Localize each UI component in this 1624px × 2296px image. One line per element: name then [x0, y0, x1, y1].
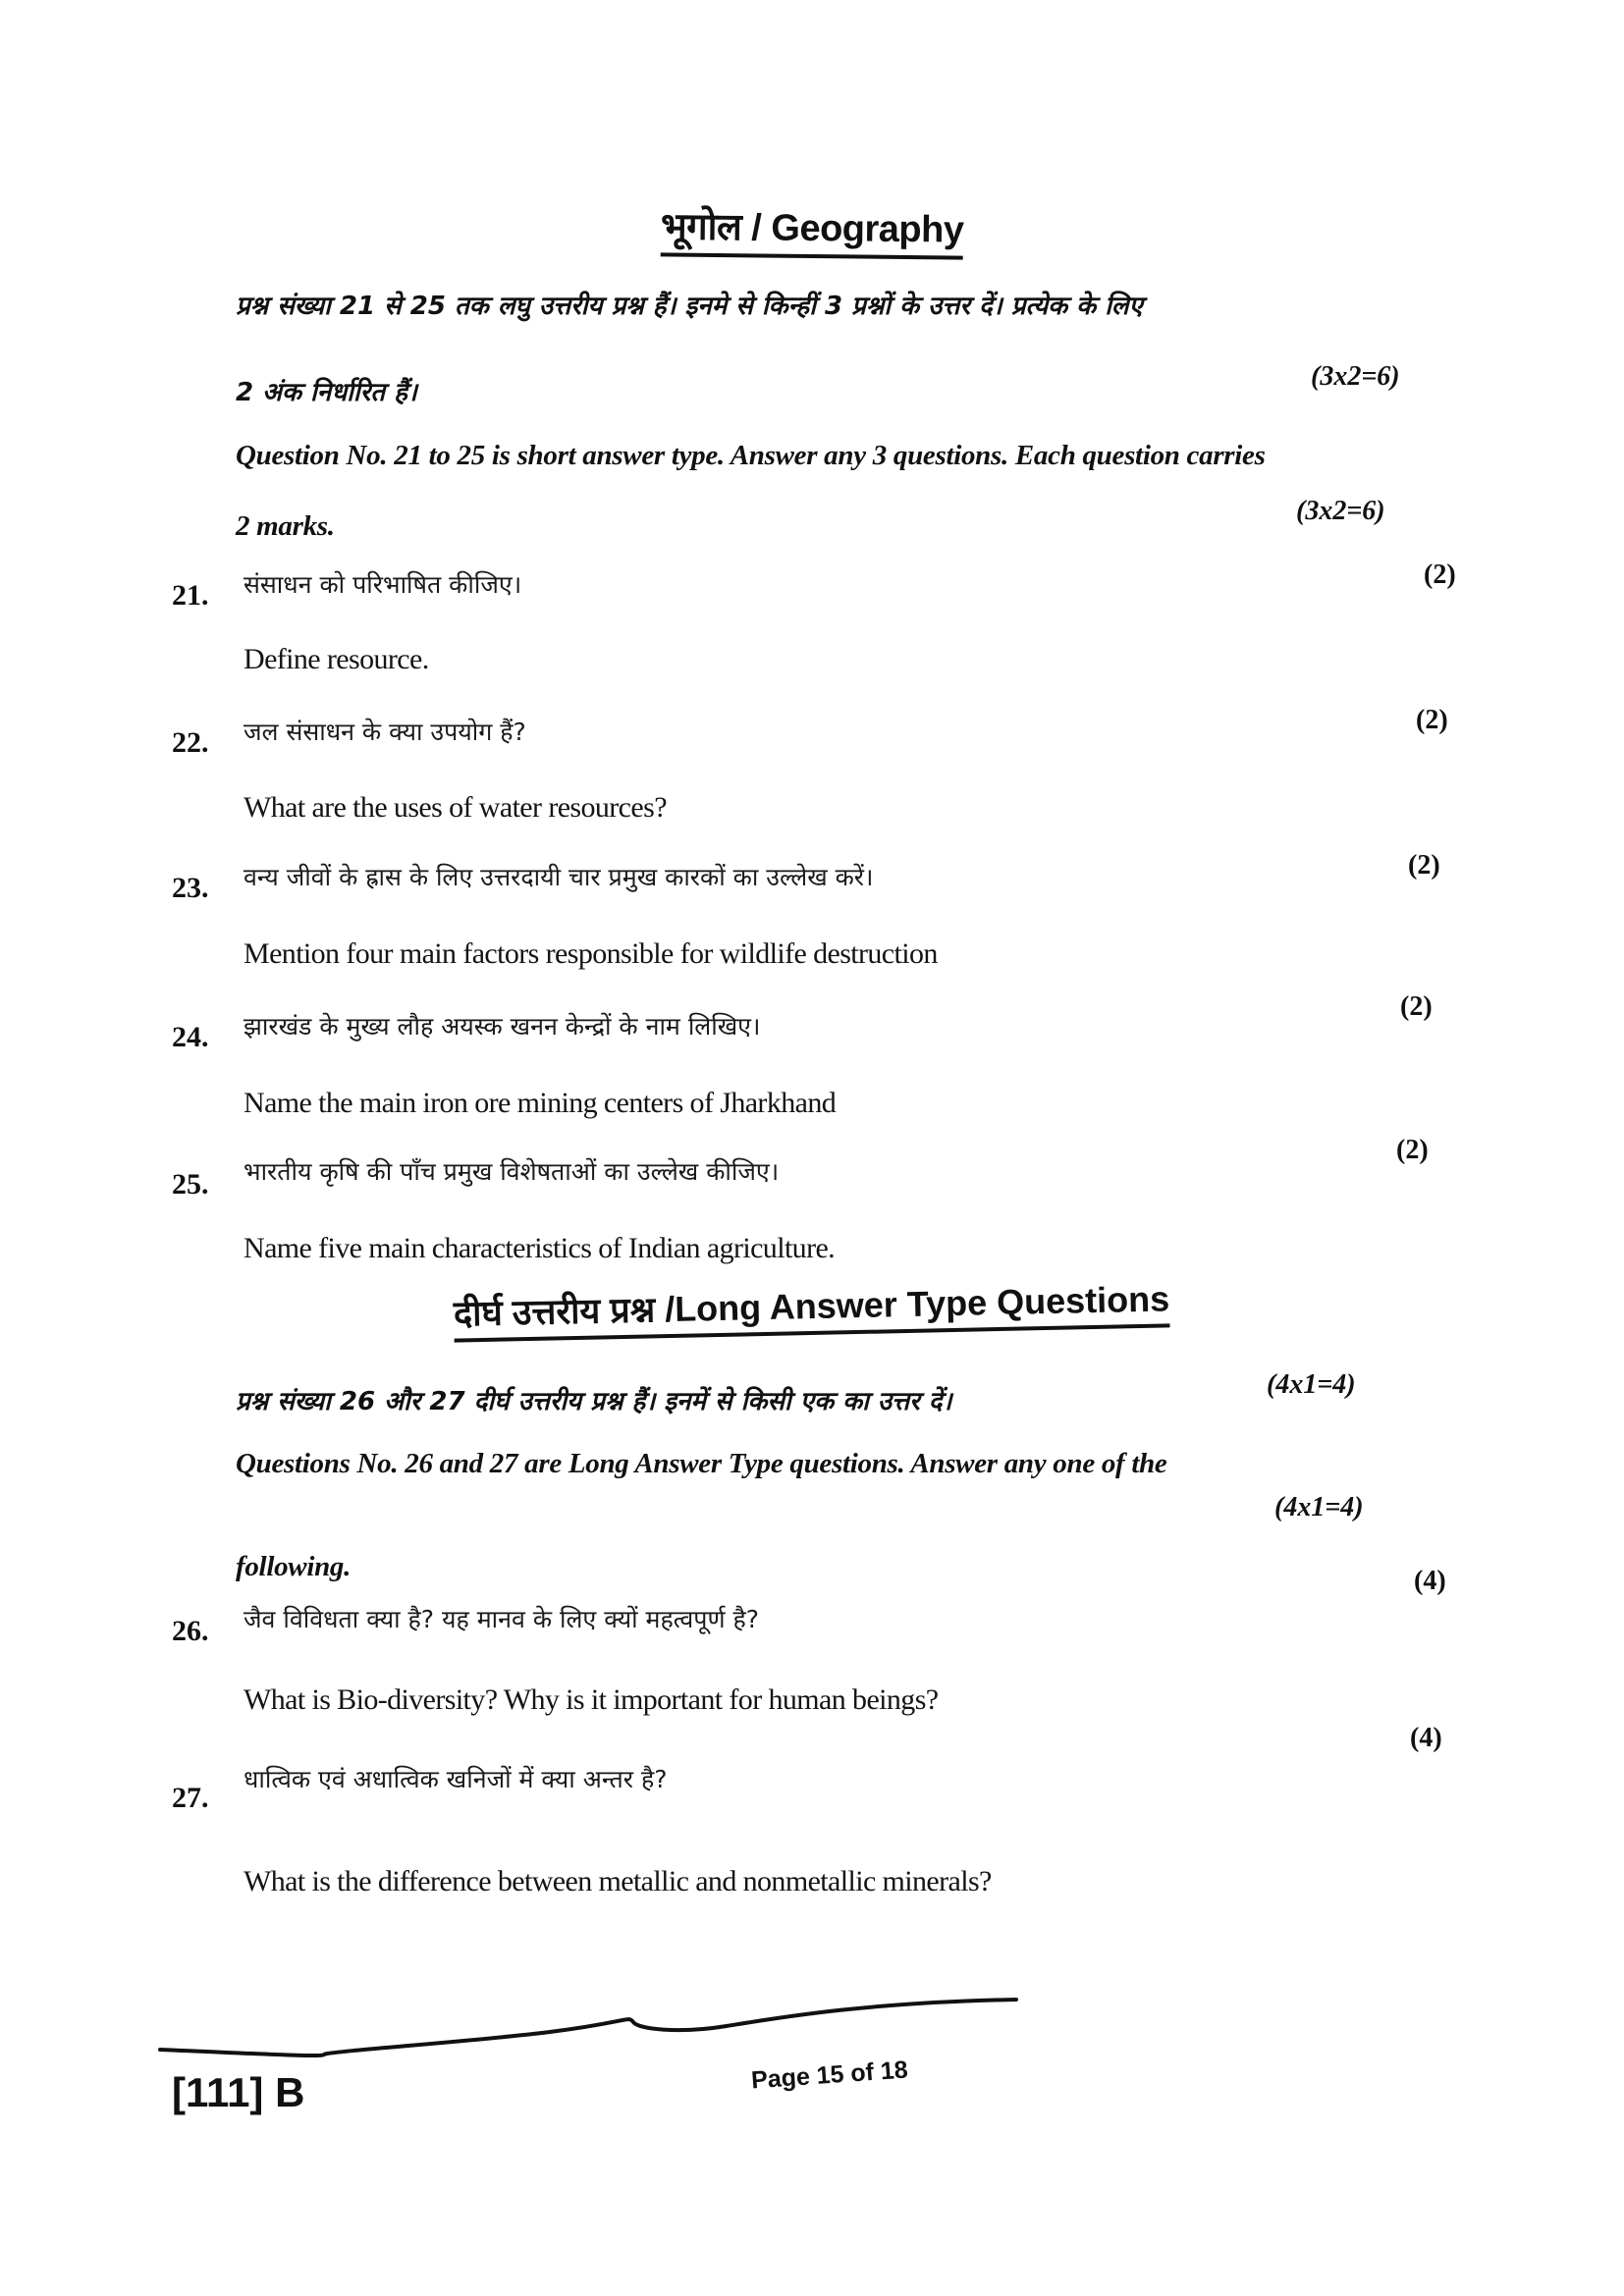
instruction-english-line1: Question No. 21 to 25 is short answer type. Answer any 3 questions. Each question carries: [236, 440, 1266, 471]
long-instruction-english-line1: Questions No. 26 and 27 are Long Answer Type questions. Answer any one of the: [236, 1448, 1167, 1479]
paper-code: [111] B: [172, 2069, 305, 2115]
question-text-english: What is Bio-diversity? Why is it important for human beings?: [244, 1683, 939, 1716]
question-marks: (2): [1408, 850, 1440, 881]
question-marks: (2): [1424, 560, 1456, 590]
question-marks: (2): [1396, 1135, 1429, 1165]
question-text-hindi: भारतीय कृषि की पाँच प्रमुख विशेषताओं का उल्लेख कीजिए।: [244, 1157, 780, 1186]
instruction-english-line2: 2 marks.: [236, 510, 335, 542]
question-marks: (4): [1410, 1723, 1442, 1753]
question-text-english: What are the uses of water resources?: [244, 791, 667, 824]
question-text-english: Mention four main factors responsible for wildlife destruction: [244, 937, 938, 970]
question-number: 21.: [172, 579, 209, 612]
long-instruction-hindi: प्रश्न संख्या 26 और 27 दीर्घ उत्तरीय प्रश्न हैं। इनमें से किसी एक का उत्तर दें।: [236, 1387, 952, 1416]
long-instruction-english-line2: following.: [236, 1551, 352, 1582]
instruction-hindi-line1: प्रश्न संख्या 21 से 25 तक लघु उत्तरीय प्रश्न हैं। इनमे से किन्हीं 3 प्रश्नों के उत्तर दें। प्रत्येक के लिए: [236, 292, 1143, 321]
question-text-hindi: वन्य जीवों के ह्रास के लिए उत्तरदायी चार प्रमुख कारकों का उल्लेख करें।: [244, 863, 874, 891]
marks-allocation-english: (3x2=6): [1296, 496, 1385, 526]
title-text: भूगोल / Geography: [660, 199, 963, 259]
question-marks: (2): [1400, 991, 1433, 1022]
question-number: 27.: [172, 1782, 209, 1814]
question-number: 25.: [172, 1168, 209, 1201]
instruction-hindi-line2: 2 अंक निर्धारित हैं।: [236, 378, 417, 407]
question-text-hindi: धात्विक एवं अधात्विक खनिजों में क्या अन्तर है?: [244, 1765, 668, 1793]
long-marks-allocation-english: (4x1=4): [1274, 1492, 1364, 1522]
page-number: Page 15 of 18: [750, 2056, 909, 2095]
question-number: 22.: [172, 726, 209, 759]
question-text-hindi: जल संसाधन के क्या उपयोग हैं?: [244, 718, 526, 746]
question-marks: (2): [1416, 705, 1448, 735]
question-text-english: Define resource.: [244, 643, 429, 675]
question-number: 23.: [172, 872, 209, 904]
question-text-hindi: झारखंड के मुख्य लौह अयस्क खनन केन्द्रों के नाम लिखिए।: [244, 1012, 761, 1041]
marks-allocation-hindi: (3x2=6): [1311, 361, 1400, 392]
question-marks: (4): [1414, 1566, 1446, 1596]
section-heading-text: दीर्घ उत्तरीय प्रश्न /Long Answer Type Questions: [454, 1273, 1170, 1342]
question-number: 26.: [172, 1615, 209, 1647]
question-text-hindi: जैव विविधता क्या है? यह मानव के लिए क्यों महत्वपूर्ण है?: [244, 1605, 760, 1633]
question-number: 24.: [172, 1021, 209, 1053]
question-text-english: Name five main characteristics of Indian agriculture.: [244, 1232, 836, 1264]
long-marks-allocation-hindi: (4x1=4): [1267, 1369, 1356, 1400]
question-text-english: What is the difference between metallic and nonmetallic minerals?: [244, 1865, 992, 1897]
question-text-english: Name the main iron ore mining centers of Jharkhand: [244, 1087, 837, 1119]
question-text-hindi: संसाधन को परिभाषित कीजिए।: [244, 570, 522, 599]
